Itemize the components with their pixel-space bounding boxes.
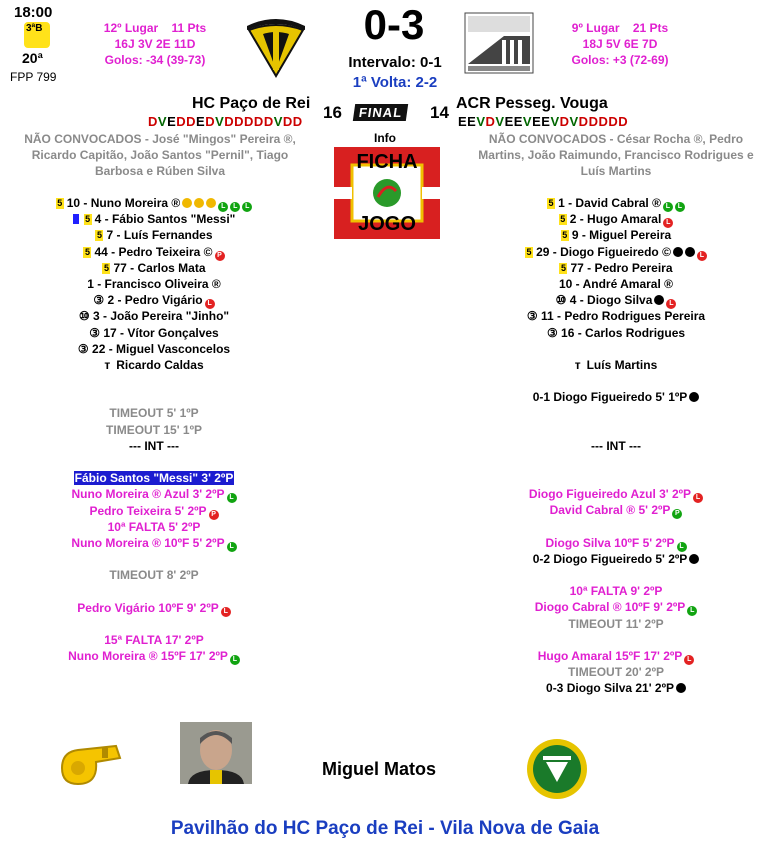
home-team-name[interactable]: HC Paço de Rei bbox=[192, 95, 311, 112]
player-name: 3 - João Pereira "Jinho" bbox=[93, 309, 230, 324]
division-badge: 3ªB bbox=[24, 22, 50, 48]
starter-badge: 5 bbox=[526, 246, 532, 257]
event-text: --- INT --- bbox=[129, 438, 179, 453]
event-row[interactable] bbox=[4, 438, 304, 454]
event-row bbox=[466, 405, 766, 421]
player-row[interactable] bbox=[4, 260, 304, 276]
player-name: 1 - David Cabral ® bbox=[558, 196, 661, 210]
event-row bbox=[466, 567, 766, 583]
goal-ball-icon bbox=[673, 247, 683, 257]
event-row[interactable] bbox=[466, 535, 766, 551]
penalty-icon: P bbox=[209, 510, 219, 520]
starter-badge: 5 bbox=[96, 230, 102, 241]
player-row[interactable] bbox=[4, 325, 304, 341]
sub-number-badge: ③ bbox=[526, 309, 542, 324]
player-name: 44 - Pedro Teixeira © bbox=[94, 244, 213, 259]
event-row[interactable] bbox=[466, 648, 766, 664]
event-text: Pedro Teixeira 5' 2ºP bbox=[89, 503, 207, 518]
player-name: 10 - André Amaral ® bbox=[559, 276, 673, 291]
player-row[interactable] bbox=[4, 341, 304, 357]
green-card-icon: L bbox=[242, 202, 252, 212]
player-row[interactable] bbox=[466, 308, 766, 324]
player-row[interactable] bbox=[466, 244, 766, 260]
home-goal-total: 16 bbox=[323, 103, 342, 122]
red-card-icon: L bbox=[697, 251, 707, 261]
yellow-card-icon bbox=[182, 198, 192, 208]
player-name: 7 - Luís Fernandes bbox=[106, 228, 213, 243]
green-card-icon: L bbox=[230, 202, 240, 212]
sub-number-badge: ③ bbox=[93, 293, 108, 308]
player-row[interactable] bbox=[466, 325, 766, 341]
event-text: Nuno Moreira ® 15ºF 17' 2ºP bbox=[68, 649, 228, 664]
player-name: 1 - Francisco Oliveira ® bbox=[87, 276, 221, 291]
event-row[interactable] bbox=[466, 616, 766, 632]
sub-number-badge: ③ bbox=[89, 325, 104, 340]
player-row[interactable] bbox=[466, 276, 766, 292]
starter-badge: 5 bbox=[548, 198, 554, 208]
event-row[interactable] bbox=[4, 648, 304, 664]
venue[interactable]: Pavilhão do HC Paço de Rei - Vila Nova de Gaia bbox=[170, 818, 600, 839]
player-row[interactable] bbox=[4, 276, 304, 292]
event-row bbox=[4, 373, 304, 389]
home-crest-icon[interactable] bbox=[243, 12, 309, 78]
yellow-card-icon bbox=[194, 198, 204, 208]
event-row bbox=[4, 454, 304, 470]
event-text: TIMEOUT 15' 1ºP bbox=[106, 422, 202, 437]
event-text: 15ª FALTA 17' 2ºP bbox=[104, 633, 204, 647]
event-text: Diogo Silva 10ºF 5' 2ºP bbox=[545, 535, 675, 550]
event-text: Pedro Vigário 10ºF 9' 2ºP bbox=[77, 600, 219, 615]
player-name: 10 - Nuno Moreira ® bbox=[66, 196, 181, 210]
goal-ball-icon bbox=[685, 247, 695, 257]
starter-badge: 5 bbox=[84, 246, 90, 257]
sub-number-badge: ⑩ bbox=[555, 293, 570, 308]
starter-badge: 5 bbox=[562, 230, 568, 241]
starter-badge: 5 bbox=[85, 214, 91, 225]
away-goal-total: 14 bbox=[430, 103, 449, 122]
event-row bbox=[4, 389, 304, 405]
sub-number-badge: ③ bbox=[546, 325, 562, 340]
green-card-icon: L bbox=[227, 542, 237, 552]
player-row[interactable] bbox=[4, 227, 304, 243]
player-row[interactable] bbox=[466, 292, 766, 308]
player-name: 11 - Pedro Rodrigues Pereira bbox=[541, 309, 706, 324]
sub-number-badge: ③ bbox=[77, 341, 93, 356]
player-name: 77 - Carlos Mata bbox=[113, 260, 206, 275]
event-text: --- INT --- bbox=[591, 438, 641, 453]
event-row[interactable] bbox=[466, 438, 766, 454]
event-text: 10ª FALTA 9' 2ºP bbox=[569, 584, 663, 599]
round-number: 20ª bbox=[22, 50, 43, 66]
home-lineup bbox=[4, 195, 304, 357]
event-text: 0-2 Diogo Figueiredo 5' 2ºP bbox=[532, 551, 688, 566]
goal-ball-icon bbox=[689, 392, 699, 402]
event-text: 0-1 Diogo Figueiredo 5' 1ºP bbox=[532, 390, 688, 404]
away-events bbox=[466, 389, 766, 697]
red-card-icon: L bbox=[221, 607, 231, 617]
away-crest-icon[interactable] bbox=[464, 12, 534, 74]
event-row[interactable] bbox=[466, 599, 766, 615]
player-row[interactable] bbox=[4, 211, 304, 227]
goal-ball-icon bbox=[654, 295, 664, 305]
home-events bbox=[4, 373, 304, 664]
event-text: Nuno Moreira ® 10ºF 5' 2ºP bbox=[71, 535, 225, 550]
event-text: Diogo Cabral ® 10ºF 9' 2ºP bbox=[534, 600, 686, 615]
away-stats: 9º Lugar 21 Pts 18J 5V 6E 7D Golos: +3 (72-69) bbox=[571, 21, 669, 67]
captain-marker-icon bbox=[73, 214, 79, 224]
event-row[interactable] bbox=[466, 583, 766, 599]
event-text: Hugo Amaral 15ºF 17' 2ºP bbox=[537, 649, 683, 663]
player-row[interactable] bbox=[4, 244, 304, 260]
goal-ball-icon bbox=[689, 554, 699, 564]
event-row[interactable] bbox=[4, 567, 304, 583]
match-status-badge: FINAL bbox=[354, 104, 407, 121]
player-name: 2 - Pedro Vigário bbox=[107, 293, 203, 308]
player-row[interactable] bbox=[4, 292, 304, 308]
player-name: 4 - Fábio Santos "Messi" bbox=[94, 212, 236, 227]
penalty-icon: P bbox=[215, 251, 225, 261]
player-row[interactable] bbox=[4, 308, 304, 324]
red-card-icon: L bbox=[684, 655, 694, 665]
event-row bbox=[466, 421, 766, 437]
event-row bbox=[466, 632, 766, 648]
green-card-icon: L bbox=[218, 202, 228, 212]
event-row bbox=[466, 519, 766, 535]
player-row[interactable] bbox=[466, 211, 766, 227]
event-text: Diogo Figueiredo Azul 3' 2ºP bbox=[528, 487, 692, 502]
event-row[interactable] bbox=[4, 503, 304, 519]
penalty-icon: P bbox=[672, 509, 682, 519]
event-text: Fábio Santos "Messi" 3' 2ºP bbox=[74, 471, 234, 486]
home-coach: ᴛ Ricardo Caldas bbox=[104, 358, 204, 372]
event-row bbox=[4, 616, 304, 632]
event-row[interactable] bbox=[4, 600, 304, 616]
event-row bbox=[466, 454, 766, 470]
event-text: Nuno Moreira ® Azul 3' 2ºP bbox=[71, 487, 225, 502]
event-row bbox=[466, 470, 766, 486]
away-coach: ᴛ Luís Martins bbox=[574, 358, 658, 372]
event-row[interactable] bbox=[4, 519, 304, 535]
away-not-called: NÃO CONVOCADOS - César Rocha ®, Pedro Martins, João Raimundo, Francisco Rodrigues e Luís Martins bbox=[478, 132, 754, 178]
event-row[interactable] bbox=[4, 486, 304, 502]
first-leg-score: 1ª Volta: 2-2 bbox=[352, 74, 438, 91]
starter-badge: 5 bbox=[560, 262, 566, 273]
event-row[interactable] bbox=[4, 405, 304, 421]
home-stats: 12º Lugar 11 Pts 16J 3V 2E 11D Golos: -34 (39-73) bbox=[103, 21, 207, 67]
whistle-icon bbox=[56, 740, 126, 790]
ficha-jogo-icon[interactable]: FICHA JOGO bbox=[334, 147, 440, 239]
home-form: DVEDDEDVDDDDDVDD bbox=[148, 114, 303, 129]
red-card-icon: L bbox=[666, 299, 676, 309]
referee-name: Miguel Matos bbox=[322, 759, 437, 779]
player-row[interactable] bbox=[466, 341, 766, 357]
home-not-called: NÃO CONVOCADOS - José "Mingos" Pereira ®, Ricardo Capitão, João Santos "Pernil", Tiago Barbosa e Rúben Silva bbox=[24, 132, 296, 178]
event-row[interactable] bbox=[466, 551, 766, 567]
green-card-icon: L bbox=[677, 542, 687, 552]
federation-logo-icon bbox=[526, 738, 588, 800]
player-name: 2 - Hugo Amaral bbox=[569, 212, 662, 227]
halftime-score: Intervalo: 0-1 bbox=[348, 54, 442, 71]
player-name: 22 - Miguel Vasconcelos bbox=[92, 341, 231, 356]
player-row[interactable] bbox=[466, 227, 766, 243]
player-name: 16 - Carlos Rodrigues bbox=[561, 325, 686, 340]
player-row[interactable] bbox=[466, 260, 766, 276]
event-text: TIMEOUT 8' 2ºP bbox=[109, 568, 199, 583]
red-card-icon: L bbox=[663, 218, 673, 228]
sub-number-badge: ⑩ bbox=[78, 309, 93, 324]
green-card-icon: L bbox=[227, 493, 237, 503]
player-row[interactable] bbox=[4, 195, 304, 211]
event-row[interactable] bbox=[466, 502, 766, 518]
away-form: EEVDVEEVEEVDVDDDDD bbox=[458, 114, 629, 129]
event-row[interactable] bbox=[4, 632, 304, 648]
goal-ball-icon bbox=[676, 683, 686, 693]
event-row[interactable] bbox=[4, 470, 304, 486]
event-row bbox=[4, 551, 304, 567]
player-name: 77 - Pedro Pereira bbox=[570, 260, 673, 275]
event-row[interactable] bbox=[466, 486, 766, 502]
player-name: 29 - Diogo Figueiredo © bbox=[536, 244, 671, 259]
green-card-icon: L bbox=[675, 202, 685, 212]
starter-badge: 5 bbox=[57, 198, 63, 208]
starter-badge: 5 bbox=[103, 262, 109, 273]
player-name: 4 - Diogo Silva bbox=[569, 293, 653, 308]
green-card-icon: L bbox=[663, 202, 673, 212]
away-lineup bbox=[466, 195, 766, 357]
referee-photo bbox=[180, 722, 252, 784]
player-name: 17 - Vítor Gonçalves bbox=[103, 325, 219, 340]
yellow-card-icon bbox=[206, 198, 216, 208]
green-card-icon: L bbox=[230, 655, 240, 665]
match-time: 18:00 bbox=[14, 4, 53, 21]
green-card-icon: L bbox=[687, 606, 697, 616]
away-team-name[interactable]: ACR Pesseg. Vouga bbox=[456, 95, 608, 112]
starter-badge: 5 bbox=[560, 214, 566, 225]
event-row bbox=[4, 583, 304, 599]
event-row[interactable] bbox=[4, 535, 304, 551]
player-name: 9 - Miguel Pereira bbox=[571, 228, 672, 243]
event-row[interactable] bbox=[466, 664, 766, 680]
red-card-icon: L bbox=[205, 299, 215, 309]
event-text: TIMEOUT 20' 2ºP bbox=[568, 665, 664, 680]
red-card-icon: L bbox=[693, 493, 703, 503]
fpp-code: FPP 799 bbox=[10, 70, 57, 84]
event-text: David Cabral ® 5' 2ºP bbox=[549, 503, 671, 518]
event-row[interactable] bbox=[466, 680, 766, 696]
event-text: 0-3 Diogo Silva 21' 2ºP bbox=[546, 681, 674, 696]
final-score: 0-3 bbox=[363, 1, 425, 48]
event-text: 10ª FALTA 5' 2ºP bbox=[107, 519, 201, 534]
event-text: TIMEOUT 11' 2ºP bbox=[568, 616, 664, 631]
player-row[interactable] bbox=[466, 195, 766, 211]
event-text: TIMEOUT 5' 1ºP bbox=[109, 406, 199, 421]
event-row[interactable] bbox=[4, 422, 304, 438]
event-row[interactable] bbox=[466, 389, 766, 405]
info-label[interactable]: Info bbox=[374, 131, 396, 145]
